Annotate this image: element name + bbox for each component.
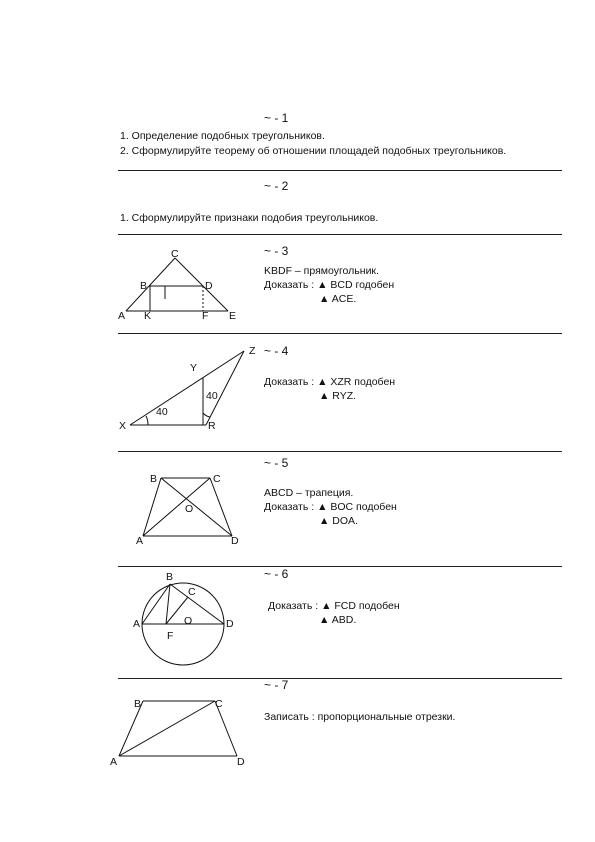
label-o: O	[184, 615, 193, 627]
label-angle-x: 40	[156, 406, 168, 418]
label-a: A	[133, 618, 141, 630]
label-d: D	[226, 618, 234, 630]
label-f: F	[202, 310, 209, 322]
label-c: C	[188, 586, 196, 598]
label-e: E	[229, 310, 237, 322]
label-a: A	[110, 756, 118, 768]
label-k: K	[144, 310, 152, 322]
card-2-number: ~ - 2	[264, 179, 289, 193]
card-1-number: ~ - 1	[264, 111, 289, 125]
card-3-line-3: ▲ ACE.	[319, 293, 357, 305]
label-y: Y	[190, 362, 198, 374]
label-r: R	[208, 420, 216, 432]
label-b: B	[140, 280, 148, 292]
card-6-number: ~ - 6	[264, 567, 289, 581]
label-a: A	[118, 310, 126, 322]
label-d: D	[231, 535, 239, 547]
card-4-line-2: ▲ RYZ.	[319, 390, 357, 402]
card-5-number: ~ - 5	[264, 456, 289, 470]
card-3-line-1: KBDF – прямоугольник.	[264, 265, 379, 277]
card-5-line-2: Доказать : ▲ BOC подобен	[264, 501, 397, 513]
label-c: C	[213, 473, 221, 485]
label-d: D	[237, 756, 245, 768]
card-6-line-2: ▲ ABD.	[319, 614, 357, 626]
card-4-line-1: Доказать : ▲ XZR подобен	[264, 376, 396, 388]
card-7-number: ~ - 7	[264, 678, 289, 692]
label-b: B	[150, 473, 158, 485]
label-b: B	[166, 571, 174, 583]
label-z: Z	[249, 345, 256, 357]
card-4-number: ~ - 4	[264, 344, 289, 358]
card-7-line-1: Записать : пропорциональные отрезки.	[264, 711, 456, 723]
card-5-line-3: ▲ DOA.	[319, 515, 358, 527]
label-f: F	[167, 630, 174, 642]
card-1-item-2: 2. Сформулируйте теорему об отношении площадей подобных треугольников.	[120, 145, 507, 157]
card-6-line-1: Доказать : ▲ FCD подобен	[268, 600, 400, 612]
card-2-item-1: 1. Сформулируйте признаки подобия треугольников.	[120, 212, 379, 224]
label-x: X	[119, 420, 127, 432]
card-3-number: ~ - 3	[264, 244, 289, 258]
label-c: C	[215, 698, 223, 710]
card-3-line-2: Доказать : ▲ BCD годобен	[264, 279, 395, 291]
label-o: O	[185, 503, 194, 515]
label-b: B	[134, 698, 142, 710]
card-5-line-1: ABCD – трапеция.	[264, 487, 354, 499]
label-c: C	[171, 248, 179, 260]
label-angle-r: 40	[206, 390, 218, 402]
card-1-item-1: 1. Определение подобных треугольников.	[120, 130, 325, 142]
label-a: A	[136, 535, 144, 547]
label-d: D	[205, 280, 213, 292]
